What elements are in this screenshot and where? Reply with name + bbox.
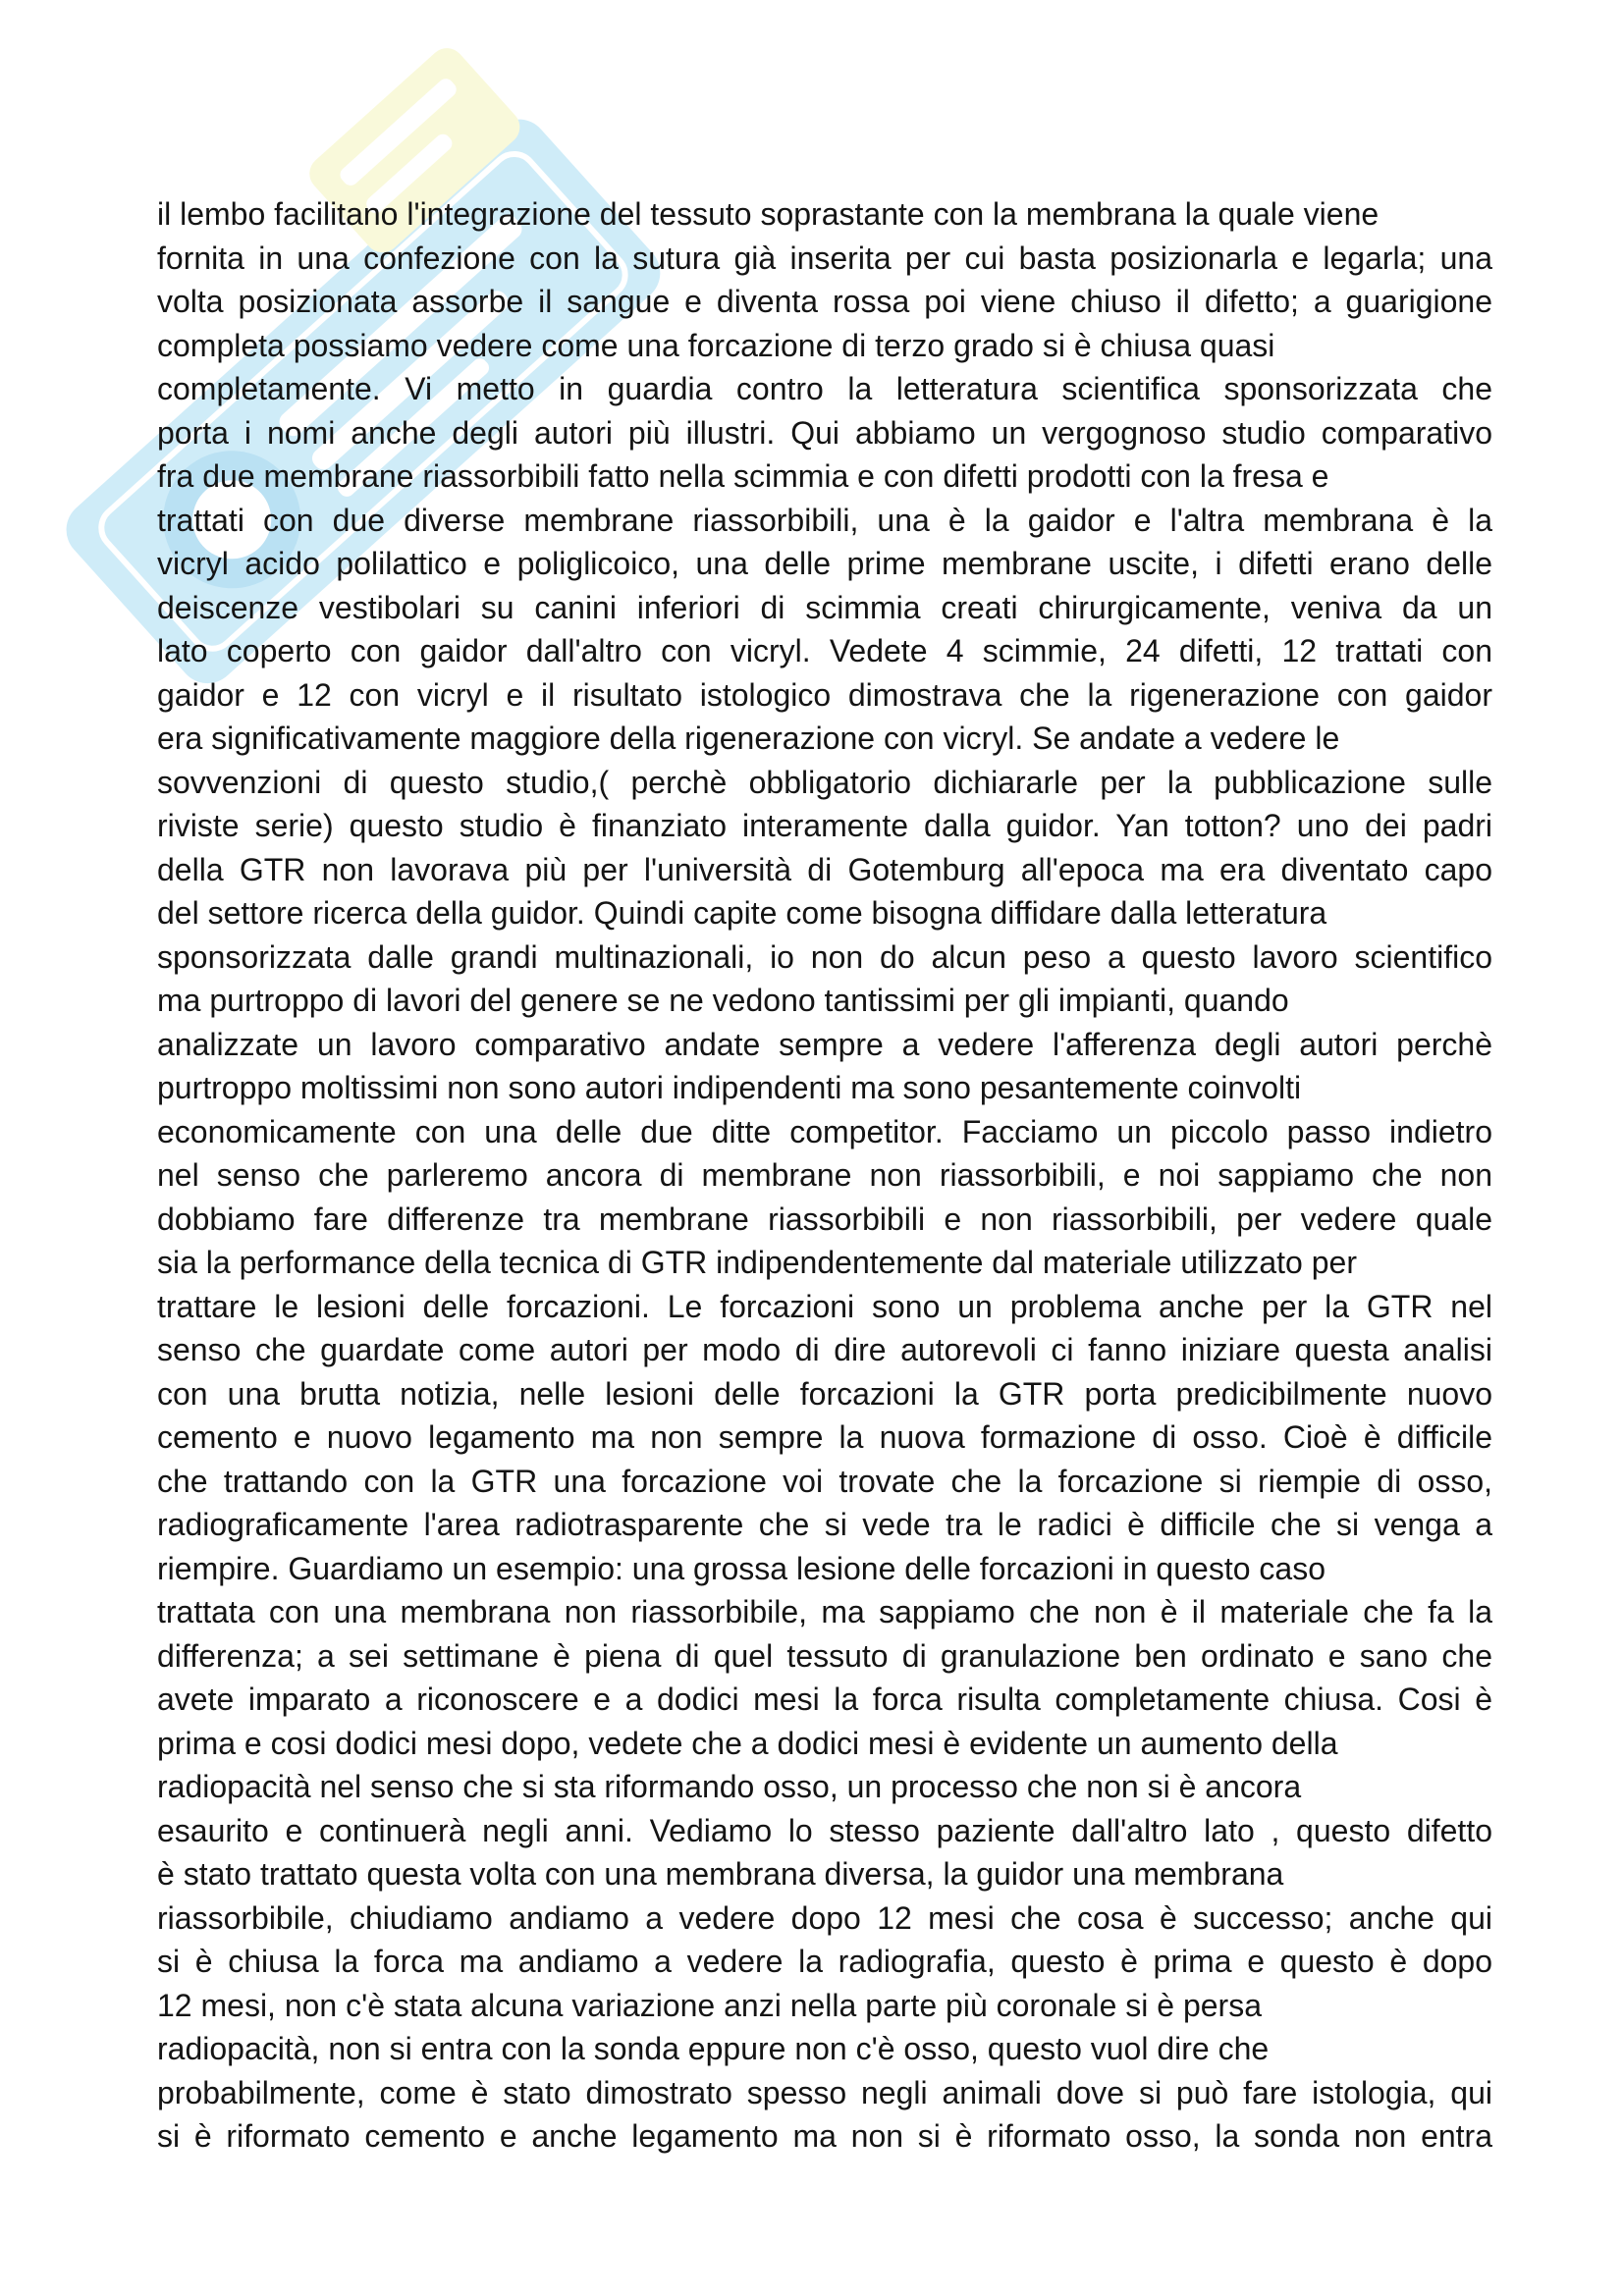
- text-line: volta posizionata assorbe il sangue e diventa rossa poi viene chiuso il difetto; a guarigione: [157, 284, 1492, 319]
- text-line: sponsorizzata dalle grandi multinazionali, io non do alcun peso a questo lavoro scientifico: [157, 938, 1492, 975]
- text-line: probabilmente, come è stato dimostrato spesso negli animali dove si può fare istologia, qui: [157, 2074, 1492, 2110]
- text-line: nel senso che parleremo ancora di membrane non riassorbibili, e noi sappiamo che non: [157, 1157, 1492, 1193]
- text-line: analizzate un lavoro comparativo andate sempre a vedere l'afferenza degli autori perchè: [157, 1026, 1492, 1062]
- text-line: fornita in una confezione con la sutura già inserita per cui basta posizionarla e legarla; una: [157, 240, 1492, 276]
- text-line: radiograficamente l'area radiotrasparente che si vede tra le radici è difficile che si venga a: [157, 1507, 1492, 1542]
- text-line: fra due membrane riassorbibili fatto nella scimmia e con difetti prodotti con la fresa e: [157, 458, 1329, 494]
- text-line: radiopacità, non si entra con la sonda eppure non c'è osso, questo vuol dire che: [157, 2031, 1270, 2066]
- text-line: differenza; a sei settimane è piena di quel tessuto di granulazione ben ordinato e sano che: [157, 1637, 1492, 1674]
- text-line: riviste serie) questo studio è finanziato interamente dalla guidor. Yan totton? uno dei padri: [157, 808, 1492, 843]
- text-line: senso che guardate come autori per modo di dire autorevoli ci fanno iniziare questa analisi: [157, 1332, 1492, 1367]
- text-line: sia la performance della tecnica di GTR indipendentemente dal materiale utilizzato per: [157, 1245, 1357, 1280]
- text-line: esaurito e continuerà negli anni. Vediamo lo stesso paziente dall'altro lato , questo difetto: [157, 1812, 1492, 1848]
- text-line: avete imparato a riconoscere e a dodici mesi la forca risulta completamente chiusa. Cosi è: [157, 1682, 1492, 1717]
- text-line: il lembo facilitano l'integrazione del tessuto soprastante con la membrana la quale viene: [157, 196, 1380, 232]
- text-line: completa possiamo vedere come una forcazione di terzo grado si è chiusa quasi: [157, 327, 1275, 363]
- text-line: sovvenzioni di questo studio,( perchè obbligatorio dichiararle per la pubblicazione sulle: [157, 764, 1492, 800]
- text-line: trattati con due diverse membrane riassorbibili, una è la gaidor e l'altra membrana è la: [157, 502, 1492, 538]
- text-line: della GTR non lavorava più per l'università di Gotemburg all'epoca ma era diventato capo: [157, 851, 1492, 887]
- text-line: completamente. Vi metto in guardia contro la letteratura scientifica sponsorizzata che: [157, 371, 1492, 406]
- text-line: gaidor e 12 con vicryl e il risultato istologico dimostrava che la rigenerazione con gaidor: [157, 676, 1492, 713]
- body-text: [157, 192, 1492, 2159]
- text-line: si è chiusa la forca ma andiamo a vedere la radiografia, questo è prima e questo è dopo: [157, 1944, 1492, 1979]
- text-line: vicryl acido polilattico e poliglicoico, una delle prime membrane uscite, i difetti erano delle: [157, 546, 1492, 581]
- text-line: del settore ricerca della guidor. Quindi capite come bisogna diffidare dalla letteratura: [157, 895, 1327, 931]
- text-line: trattata con una membrana non riassorbibile, ma sappiamo che non è il materiale che fa la: [157, 1594, 1492, 1629]
- text-line: purtroppo moltissimi non sono autori indipendenti ma sono pesantemente coinvolti: [157, 1070, 1302, 1105]
- text-line: cemento e nuovo legamento ma non sempre la nuova formazione di osso. Cioè è difficile: [157, 1419, 1492, 1455]
- text-line: con una brutta notizia, nelle lesioni delle forcazioni la GTR porta predicibilmente nuovo: [157, 1375, 1492, 1412]
- text-line: trattare le lesioni delle forcazioni. Le forcazioni sono un problema anche per la GTR nel: [157, 1288, 1492, 1324]
- text-line: riassorbibile, chiudiamo andiamo a vedere dopo 12 mesi che cosa è successo; anche qui: [157, 1899, 1492, 1936]
- text-line: riempire. Guardiamo un esempio: una grossa lesione delle forcazioni in questo caso: [157, 1550, 1325, 1586]
- text-line: ma purtroppo di lavori del genere se ne vedono tantissimi per gli impianti, quando: [157, 983, 1289, 1018]
- text-line: deiscenze vestibolari su canini inferiori di scimmia creati chirurgicamente, veniva da un: [157, 589, 1492, 625]
- text-line: era significativamente maggiore della rigenerazione con vicryl. Se andate a vedere le: [157, 721, 1340, 756]
- text-line: dobbiamo fare differenze tra membrane riassorbibili e non riassorbibili, per vedere quale: [157, 1201, 1492, 1237]
- text-line: economicamente con una delle due ditte competitor. Facciamo un piccolo passo indietro: [157, 1113, 1492, 1149]
- text-line: radiopacità nel senso che si sta riformando osso, un processo che non si è ancora: [157, 1769, 1302, 1804]
- text-line: lato coperto con gaidor dall'altro con vicryl. Vedete 4 scimmie, 24 difetti, 12 trattati con: [157, 633, 1492, 668]
- text-line: porta i nomi anche degli autori più illustri. Qui abbiamo un vergognoso studio comparativo: [157, 414, 1492, 451]
- text-line: che trattando con la GTR una forcazione voi trovate che la forcazione si riempie di osso,: [157, 1463, 1492, 1499]
- text-line: è stato trattato questa volta con una membrana diversa, la guidor una membrana: [157, 1856, 1284, 1892]
- text-line: 12 mesi, non c'è stata alcuna variazione anzi nella parte più coronale si è persa: [157, 1987, 1262, 2023]
- text-line: si è riformato cemento e anche legamento ma non si è riformato osso, la sonda non entra: [157, 2118, 1492, 2154]
- text-line: prima e cosi dodici mesi dopo, vedete che a dodici mesi è evidente un aumento della: [157, 1725, 1338, 1761]
